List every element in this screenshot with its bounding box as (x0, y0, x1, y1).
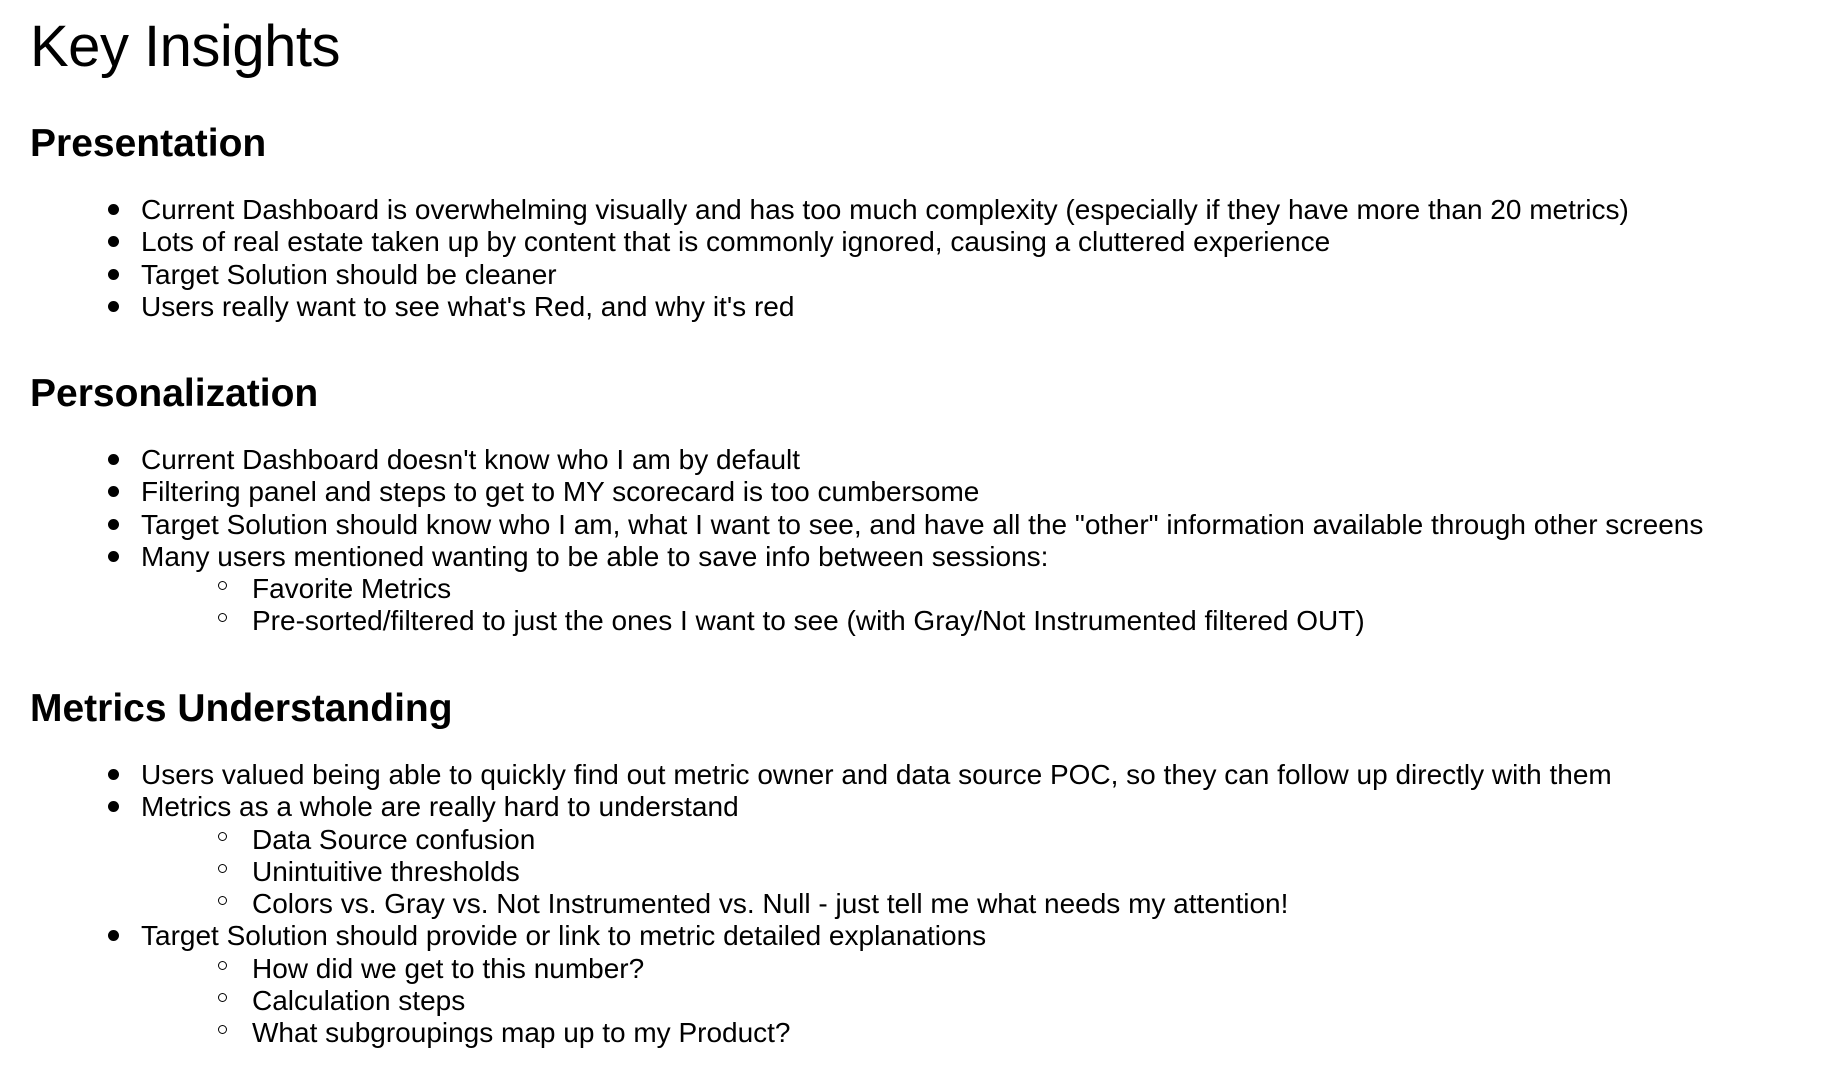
list-item (30, 541, 1703, 638)
sub-list-item (141, 888, 1612, 920)
list-item-text: Current Dashboard is overwhelming visually and has too much complexity (especially if they have more than 20 metrics) (141, 194, 1629, 225)
list-item-text: Users valued being able to quickly find out metric owner and data source POC, so they can follow up directly with them (141, 759, 1612, 790)
bullet-icon (108, 454, 119, 465)
section-heading: Presentation (30, 122, 267, 165)
list-item (30, 759, 1612, 791)
sub-list-item (141, 605, 1703, 637)
hollow-bullet-icon (218, 581, 227, 590)
hollow-bullet-icon (218, 993, 227, 1002)
sub-list-item (141, 856, 1612, 888)
list-item-text: Metrics as a whole are really hard to understand (141, 791, 739, 823)
bullet-list (30, 194, 1629, 323)
sub-list-item-text: How did we get to this number? (252, 952, 645, 984)
section-presentation (30, 122, 1629, 323)
sub-list (141, 824, 1612, 921)
bullet-icon (108, 486, 119, 497)
section-heading: Personalization (30, 372, 319, 415)
bullet-icon (108, 269, 119, 280)
list-item-text: Many users mentioned wanting to be able to save info between sessions: (141, 540, 1049, 572)
document-page (30, 14, 1820, 1049)
hollow-bullet-icon (218, 961, 227, 970)
hollow-bullet-icon (218, 613, 227, 622)
list-item (30, 476, 1703, 508)
bullet-icon (108, 301, 119, 312)
bullet-list (30, 444, 1703, 638)
bullet-icon (108, 930, 119, 941)
sub-list-item (141, 824, 1612, 856)
list-item-text: Users really want to see what's Red, and why it's red (141, 290, 795, 322)
page-title: Key Insights (30, 14, 340, 79)
bullet-icon (108, 801, 119, 812)
sub-list-item-text: Colors vs. Gray vs. Not Instrumented vs. Null - just tell me what needs my attention! (252, 888, 1289, 920)
bullet-icon (108, 204, 119, 215)
sub-list-item (141, 573, 1703, 605)
bullet-icon (108, 769, 119, 780)
list-item (30, 791, 1612, 920)
section-personalization (30, 372, 1703, 638)
hollow-bullet-icon (218, 864, 227, 873)
hollow-bullet-icon (218, 1025, 227, 1034)
list-item-text: Target Solution should provide or link to metric detailed explanations (141, 920, 987, 952)
list-item (30, 444, 1703, 476)
sub-list-item-text: Favorite Metrics (252, 573, 452, 605)
list-item-text: Current Dashboard doesn't know who I am by default (141, 444, 801, 475)
bullet-icon (108, 519, 119, 530)
sub-list-item-text: Data Source confusion (252, 823, 536, 855)
sub-list-item (141, 985, 1612, 1017)
hollow-bullet-icon (218, 896, 227, 905)
bullet-icon (108, 551, 119, 562)
list-item (30, 226, 1629, 258)
sub-list-item-text: What subgroupings map up to my Product? (252, 1017, 791, 1049)
list-item-text: Target Solution should be cleaner (141, 258, 557, 290)
sub-list-item (141, 1017, 1612, 1049)
section-metrics-understanding (30, 687, 1612, 1050)
list-item (30, 194, 1629, 226)
sub-list (141, 573, 1703, 638)
list-item-text: Filtering panel and steps to get to MY scorecard is too cumbersome (141, 476, 980, 508)
list-item-text: Target Solution should know who I am, what I want to see, and have all the "other" information available through other screens (141, 508, 1704, 540)
section-heading: Metrics Understanding (30, 687, 453, 730)
sub-list (141, 953, 1612, 1050)
bullet-icon (108, 236, 119, 247)
sub-list-item-text: Calculation steps (252, 985, 466, 1017)
sub-list-item (141, 953, 1612, 985)
list-item (30, 509, 1703, 541)
list-item (30, 920, 1612, 1049)
hollow-bullet-icon (218, 832, 227, 841)
list-item (30, 291, 1629, 323)
bullet-list (30, 759, 1612, 1050)
sub-list-item-text: Pre-sorted/filtered to just the ones I want to see (with Gray/Not Instrumented filtered OUT) (252, 605, 1365, 637)
list-item-text: Lots of real estate taken up by content that is commonly ignored, causing a cluttered experience (141, 226, 1331, 258)
list-item (30, 259, 1629, 291)
sub-list-item-text: Unintuitive thresholds (252, 855, 520, 887)
